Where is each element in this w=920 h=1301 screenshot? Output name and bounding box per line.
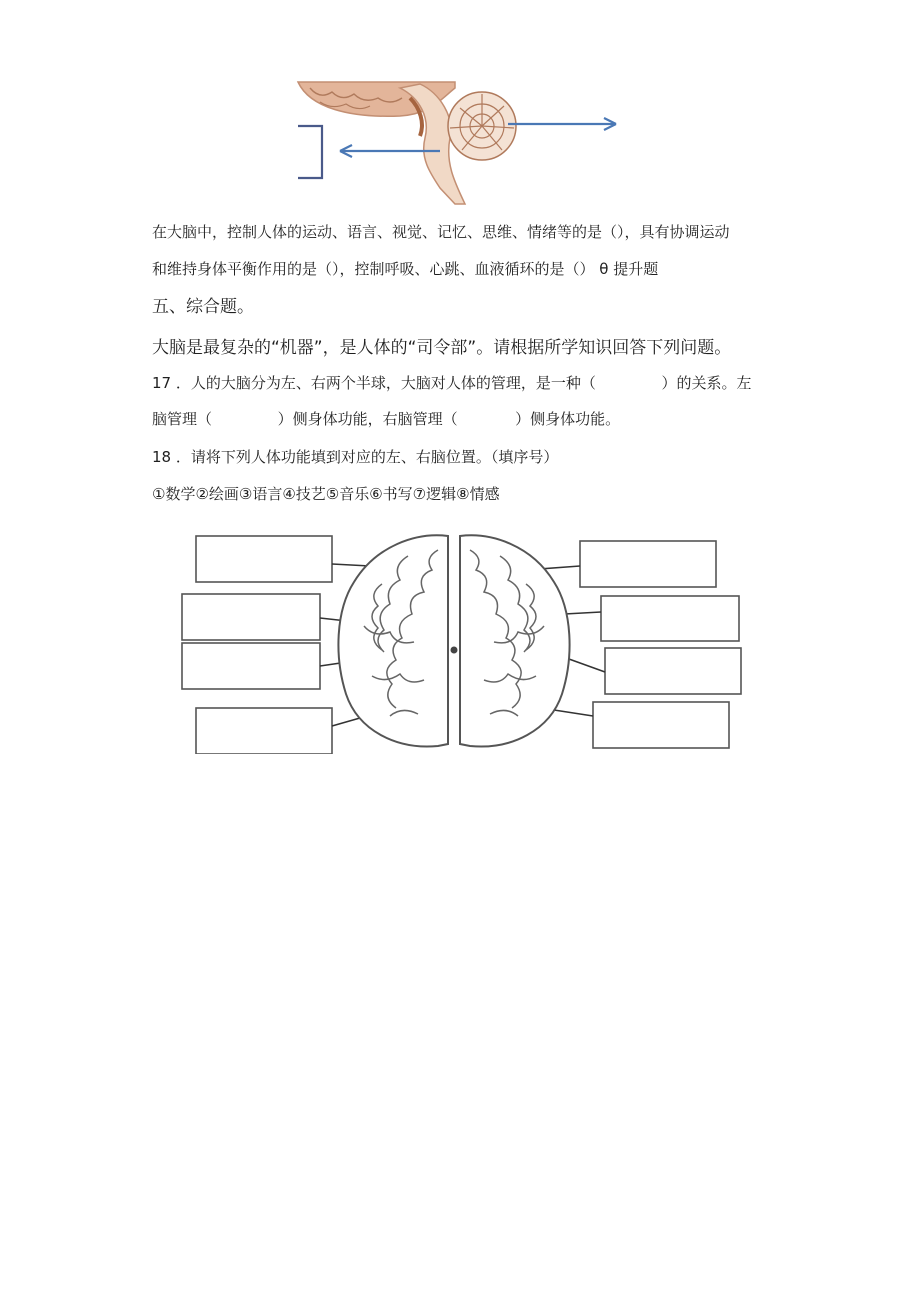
q17-text-d: ）侧身体功能，右脑管理（	[277, 410, 458, 428]
answer-box-left-3	[182, 643, 320, 689]
q17-text-b: ）的关系。左	[661, 374, 752, 392]
q17-text-c: 脑管理（	[152, 410, 213, 428]
q17-text-e: ）侧身体功能。	[515, 410, 621, 428]
q18-line	[152, 447, 558, 467]
brain-sagittal-figure	[290, 78, 630, 208]
answer-box-right-2	[601, 596, 739, 641]
section-intro: 大脑是最复杂的“机器”，是人体的“司令部”。请根据所学知识回答下列问题。	[152, 338, 732, 358]
q17-line2	[152, 409, 620, 429]
answer-box-right-4	[593, 702, 729, 748]
q18-options: ①数学②绘画③语言④技艺⑤音乐⑥书写⑦逻辑⑧情感	[152, 485, 500, 503]
q17-line1	[152, 373, 751, 393]
brain-parts-question-line2: 和维持身体平衡作用的是（），控制呼吸、心跳、血液循环的是（） θ 提升题	[152, 260, 659, 278]
right-hemisphere	[460, 535, 570, 746]
answer-box-right-3	[605, 648, 741, 694]
q18-number: 18	[152, 448, 172, 466]
left-hemisphere	[338, 535, 448, 746]
answer-box-left-1	[196, 536, 332, 582]
q17-number: 17	[152, 374, 172, 392]
answer-box-right-1	[580, 541, 716, 587]
answer-box-left-2	[182, 594, 320, 640]
brain-parts-question-line1: 在大脑中，控制人体的运动、语言、视觉、记忆、思维、情绪等的是（），具有协调运动	[152, 223, 730, 241]
brain-hemispheres-diagram	[176, 526, 746, 754]
q18-text: ．请将下列人体功能填到对应的左、右脑位置。（填序号）	[175, 448, 559, 466]
q17-text-a: ．人的大脑分为左、右两个半球，大脑对人体的管理，是一种（	[175, 374, 596, 392]
section-heading: 五、综合题。	[152, 297, 254, 317]
answer-box-left-4	[196, 708, 332, 754]
